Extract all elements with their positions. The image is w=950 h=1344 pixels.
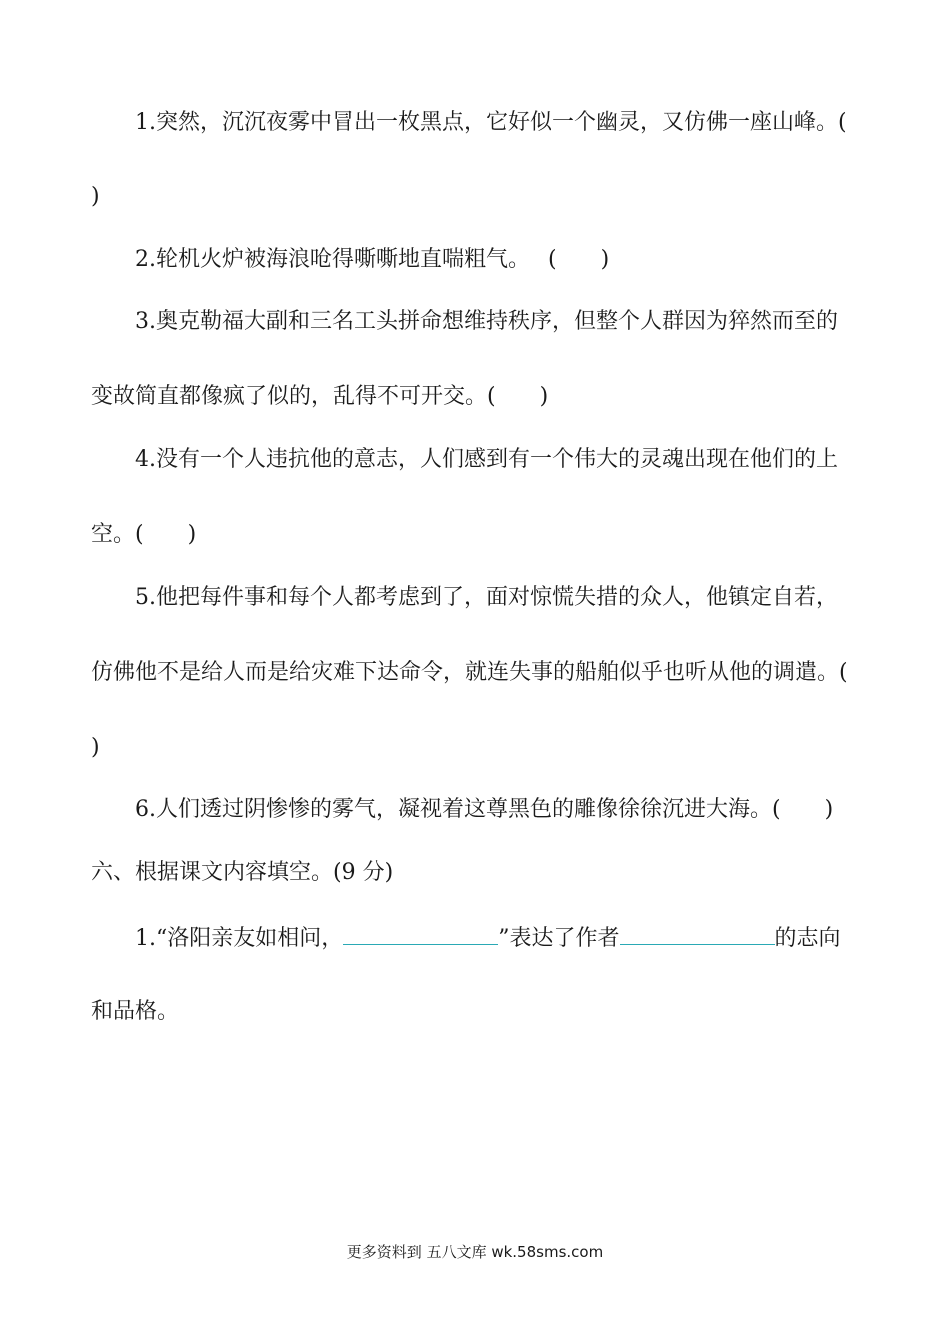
question-2-line-1: 2.轮机火炉被海浪呛得嘶嘶地直喘粗气。 ( ) xyxy=(135,247,610,272)
fill-question-1-part-b: ”表达了作者 xyxy=(498,926,620,951)
fill-question-1-part-a: 1.“洛阳亲友如相问， xyxy=(135,926,344,951)
answer-blank-2[interactable] xyxy=(620,922,775,945)
question-5-line-2: 仿佛他不是给人而是给灾难下达命令，就连失事的船舶似乎也听从他的调遣。( xyxy=(91,660,848,685)
question-4-line-2: 空。( ) xyxy=(91,522,197,547)
page-footer: 更多资料到 五八文库 wk.58sms.com xyxy=(346,1243,604,1261)
question-5-line-1: 5.他把每件事和每个人都考虑到了，面对惊慌失措的众人，他镇定自若， xyxy=(135,585,838,610)
answer-blank-1[interactable] xyxy=(343,922,498,945)
question-4-line-1: 4.没有一个人违抗他的意志，人们感到有一个伟大的灵魂出现在他们的上 xyxy=(135,447,838,472)
question-3-line-2: 变故简直都像疯了似的，乱得不可开交。( ) xyxy=(91,384,549,409)
fill-question-1-line-1 xyxy=(135,922,841,954)
question-1-line-1: 1.突然，沉沉夜雾中冒出一枚黑点，它好似一个幽灵，又仿佛一座山峰。( xyxy=(135,110,847,135)
question-5-line-3: ) xyxy=(91,735,100,760)
fill-question-1-part-c: 的志向 xyxy=(774,926,841,951)
section-6-heading: 六、根据课文内容填空。(9 分) xyxy=(91,860,394,885)
question-3-line-1: 3.奥克勒福大副和三名工头拼命想维持秩序，但整个人群因为猝然而至的 xyxy=(135,309,838,334)
question-6-line-1: 6.人们透过阴惨惨的雾气，凝视着这尊黑色的雕像徐徐沉进大海。( ) xyxy=(135,797,834,822)
question-1-line-2: ) xyxy=(91,184,100,209)
fill-question-1-line-2: 和品格。 xyxy=(91,999,180,1024)
